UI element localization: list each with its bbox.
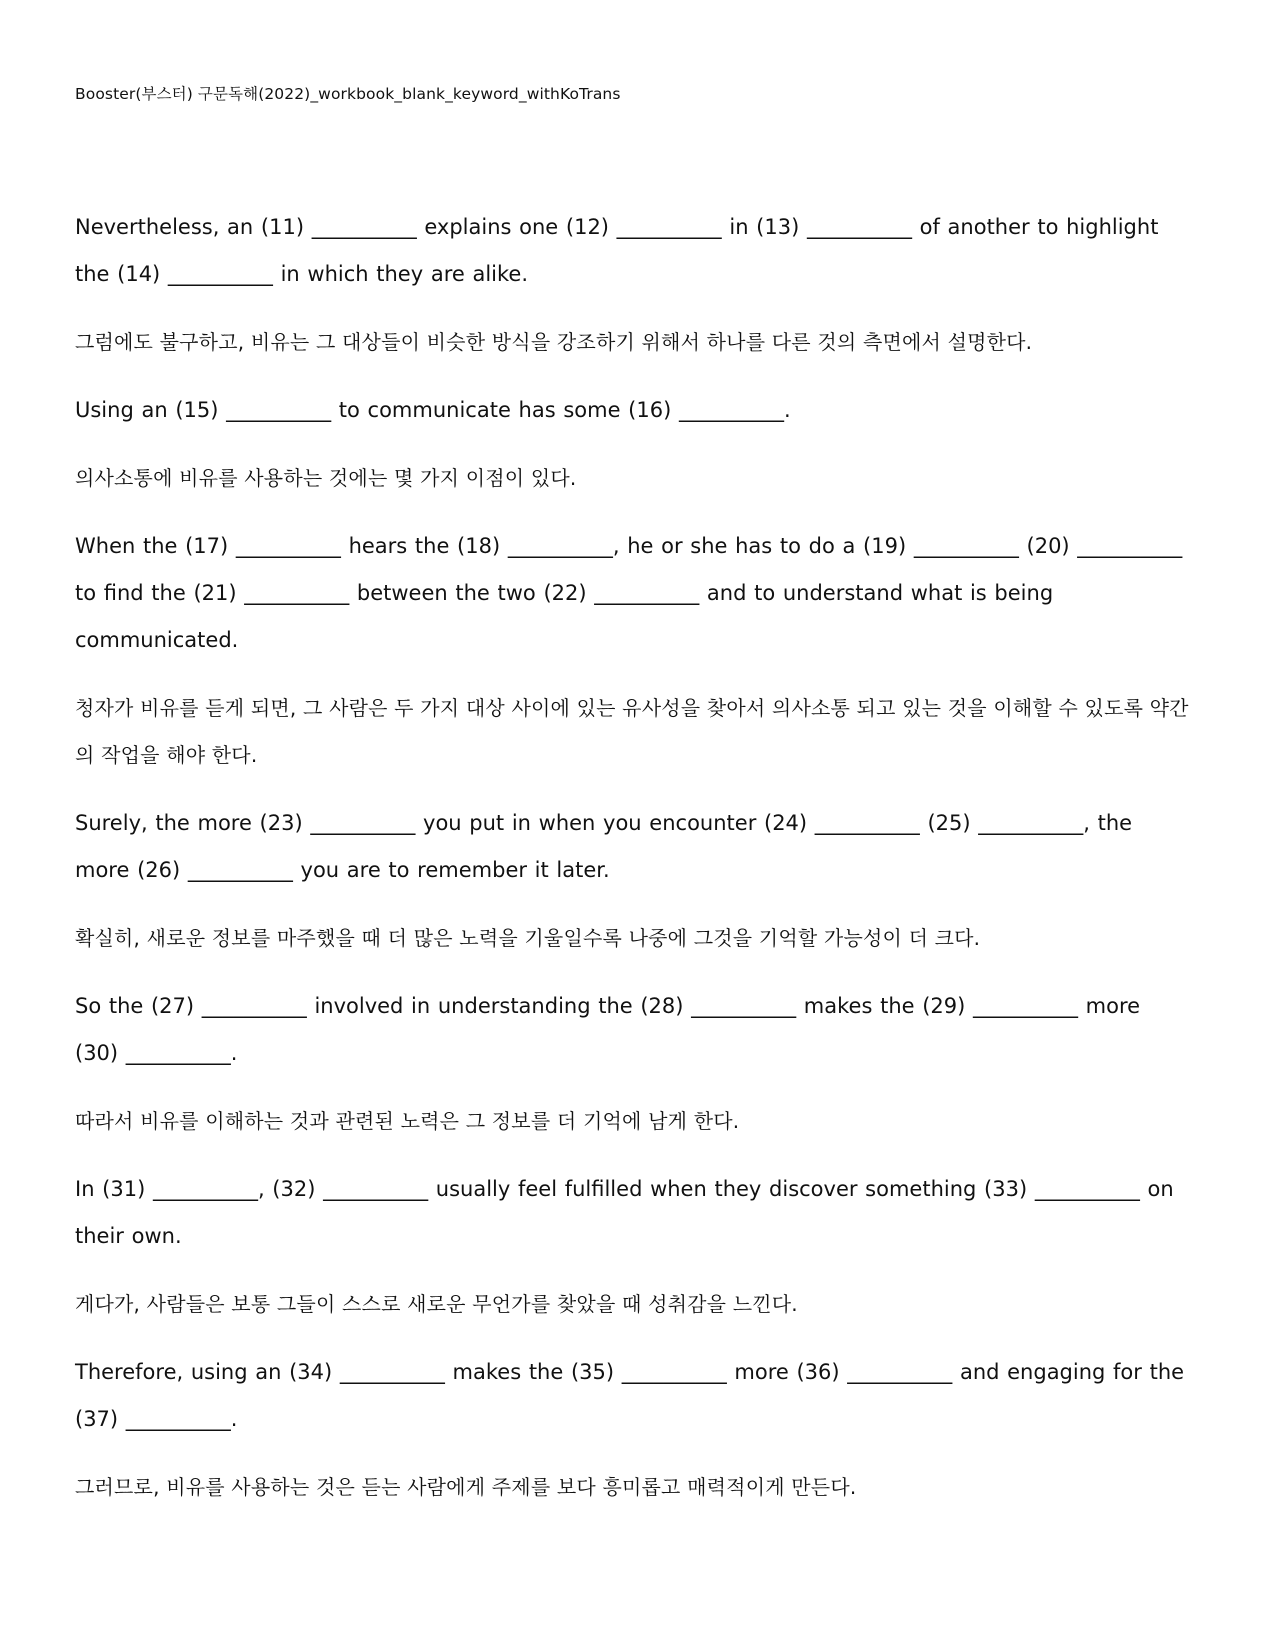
workbook-content	[75, 204, 1190, 1511]
english-sentence: Using an (15) __________ to communicate has some (16) __________.	[75, 398, 791, 422]
korean-translation: 의사소통에 비유를 사용하는 것에는 몇 가지 이점이 있다.	[75, 466, 577, 490]
english-sentence: Surely, the more (23) __________ you put in when you encounter (24) __________ (25) __________, the more (26) __________ you are to remember it later.	[75, 811, 1133, 882]
korean-translation: 확실히, 새로운 정보를 마주했을 때 더 많은 노력을 기울일수록 나중에 그것을 기억할 가능성이 더 크다.	[75, 926, 981, 950]
english-sentence: Nevertheless, an (11) __________ explains one (12) __________ in (13) __________ of another to highlight the (14) __________ in which they are alike.	[75, 215, 1159, 286]
english-sentence: When the (17) __________ hears the (18) __________, he or she has to do a (19) __________ (20) __________ to find the (21) __________ between the two (22) __________ and to understand what is being communicated.	[75, 534, 1183, 652]
english-sentence: So the (27) __________ involved in understanding the (28) __________ makes the (29) __________ more (30) __________.	[75, 994, 1141, 1065]
document-header: Booster(부스터) 구문독해(2022)_workbook_blank_keyword_withKoTrans	[75, 85, 621, 103]
english-sentence: Therefore, using an (34) __________ makes the (35) __________ more (36) __________ and engaging for the (37) __________.	[75, 1360, 1185, 1431]
korean-translation: 따라서 비유를 이해하는 것과 관련된 노력은 그 정보를 더 기억에 남게 한다.	[75, 1109, 740, 1133]
korean-translation: 그럼에도 불구하고, 비유는 그 대상들이 비슷한 방식을 강조하기 위해서 하나를 다른 것의 측면에서 설명한다.	[75, 330, 1033, 354]
korean-translation: 그러므로, 비유를 사용하는 것은 듣는 사람에게 주제를 보다 흥미롭고 매력적이게 만든다.	[75, 1475, 857, 1499]
korean-translation: 청자가 비유를 듣게 되면, 그 사람은 두 가지 대상 사이에 있는 유사성을 찾아서 의사소통 되고 있는 것을 이해할 수 있도록 약간의 작업을 해야 한다.	[75, 696, 1189, 767]
english-sentence: In (31) __________, (32) __________ usually feel fulfilled when they discover something (33) __________ on their own.	[75, 1177, 1174, 1248]
korean-translation: 게다가, 사람들은 보통 그들이 스스로 새로운 무언가를 찾았을 때 성취감을 느낀다.	[75, 1292, 798, 1316]
